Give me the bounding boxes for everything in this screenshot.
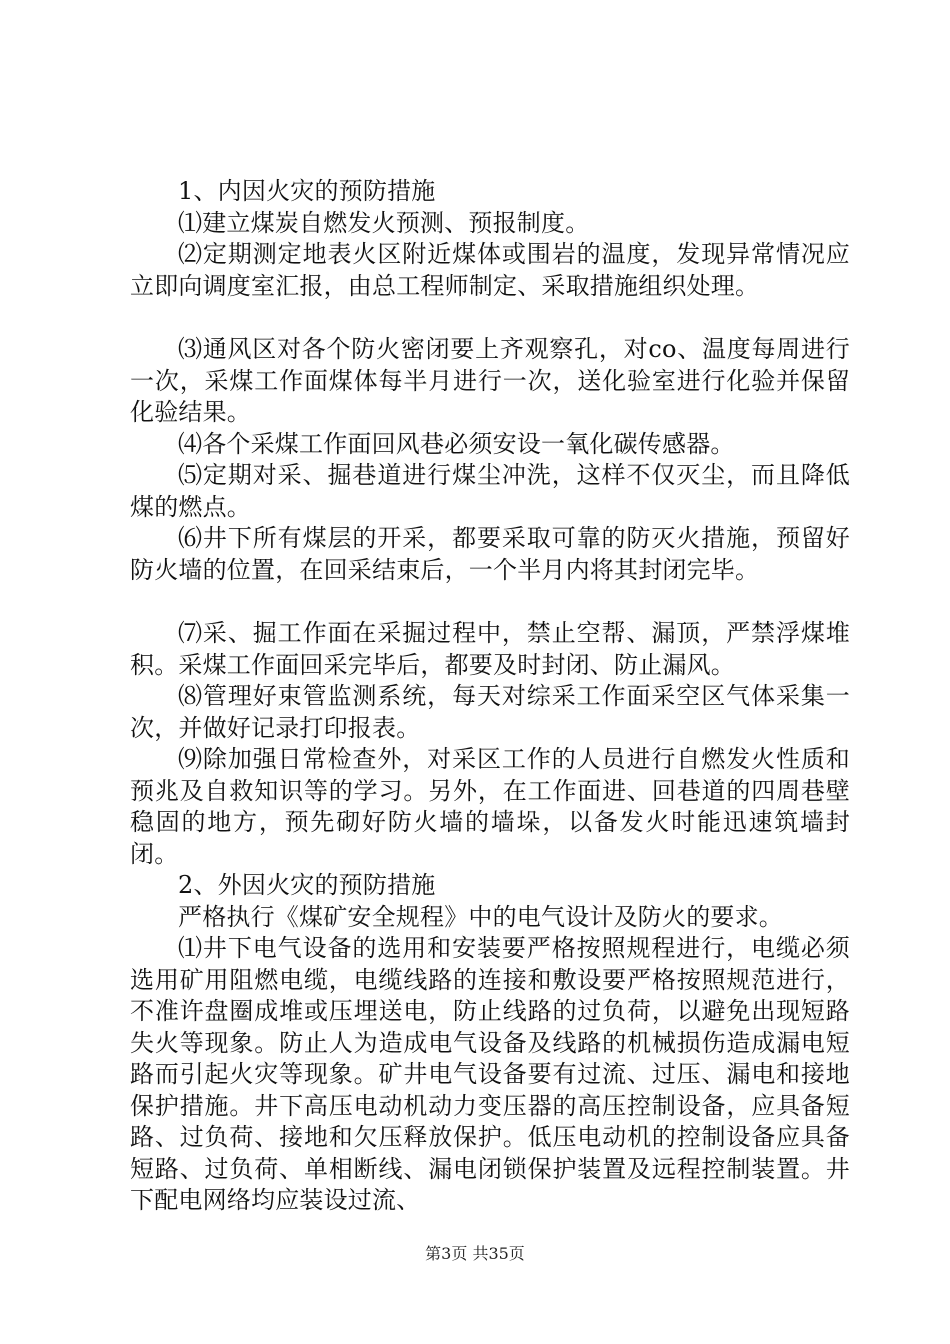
paragraph-gap: [130, 302, 850, 334]
paragraph-regulation: 严格执行《煤矿安全规程》中的电气设计及防火的要求。: [178, 902, 783, 931]
paragraph-item-7: ⑺采、掘工作面在采掘过程中，禁止空帮、漏顶，严禁浮煤堆积。采煤工作面回采完毕后，都要及时封闭、防止漏风。: [130, 619, 850, 679]
paragraph-item-1: ⑴建立煤炭自燃发火预测、预报制度。: [178, 208, 590, 237]
section-heading-external-fire: 2、外因火灾的预防措施: [178, 871, 436, 899]
paragraph-item-3: ⑶通风区对各个防火密闭要上齐观察孔，对co、温度每周进行一次，采煤工作面煤体每半月进行一次，送化验室进行化验并保留化验结果。: [130, 335, 850, 426]
section-heading-internal-fire: 1、内因火灾的预防措施: [178, 177, 436, 205]
page-number-footer: 第3页 共35页: [425, 1244, 525, 1263]
paragraph-item-5: ⑸定期对采、掘巷道进行煤尘冲洗，这样不仅灭尘，而且降低煤的燃点。: [130, 461, 850, 521]
paragraph-item-9: ⑼除加强日常检查外，对采区工作的人员进行自燃发火性质和预兆及自救知识等的学习。另外，在工作面进、回巷道的四周巷壁稳固的地方，预先砌好防火墙的墙垛，以备发火时能迅速筑墙封闭。: [130, 745, 850, 868]
paragraph-item-6: ⑹井下所有煤层的开采，都要采取可靠的防灭火措施，预留好防火墙的位置，在回采结束后，一个半月内将其封闭完毕。: [130, 524, 850, 584]
paragraph-item-4: ⑷各个采煤工作面回风巷必须安设一氧化碳传感器。: [178, 429, 735, 458]
paragraph-electrical-item-1: ⑴井下电气设备的选用和安装要严格按照规程进行，电缆必须选用矿用阻燃电缆，电缆线路的连接和敷设要严格按照规范进行，不准许盘圈成堆或压埋送电，防止线路的过负荷，以避免出现短路失火等现象。防止人为造成电气设备及线路的机械损伤造成漏电短路而引起火灾等现象。矿井电气设备要有过流、过压、漏电和接地保护措施。井下高压电动机动力变压器的高压控制设备，应具备短路、过负荷、接地和欠压释放保护。低压电动机的控制设备应具备短路、过负荷、单相断线、漏电闭锁保护装置及远程控制装置。井下配电网络均应装设过流、: [130, 934, 850, 1214]
paragraph-item-8: ⑻管理好束管监测系统，每天对综采工作面采空区气体采集一次，并做好记录打印报表。: [130, 682, 850, 742]
document-body: [130, 176, 850, 1217]
paragraph-gap: [130, 586, 850, 618]
paragraph-item-2: ⑵定期测定地表火区附近煤体或围岩的温度，发现异常情况应立即向调度室汇报，由总工程师制定、采取措施组织处理。: [130, 240, 850, 300]
